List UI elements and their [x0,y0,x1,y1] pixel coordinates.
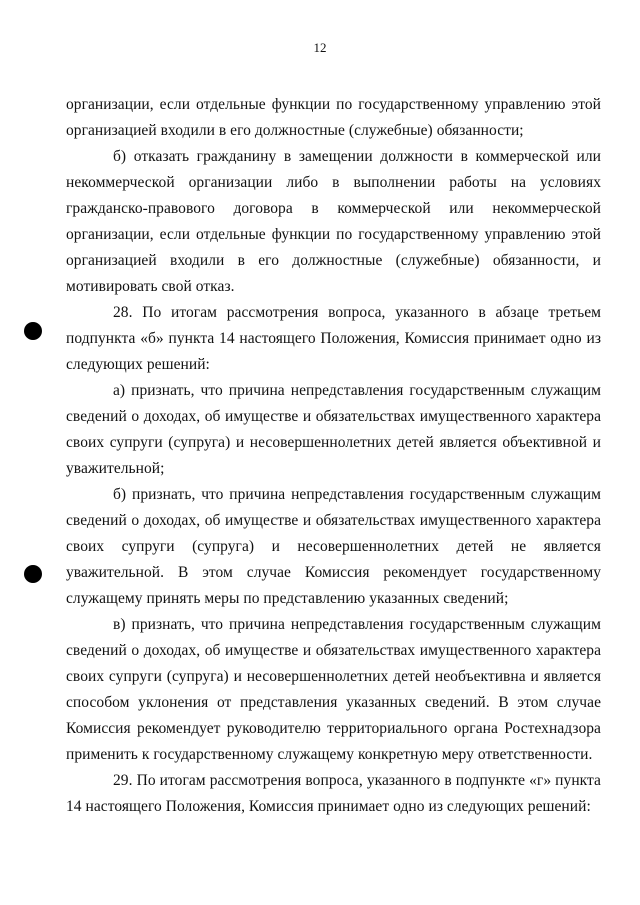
paragraph: 29. По итогам рассмотрения вопроса, указанного в подпункте «г» пункта 14 настоящего Положения, Комиссия принимает одно из следующих решений: [66,772,601,815]
punch-hole-mark [24,322,42,340]
document-body [66,92,601,820]
paragraph: в) признать, что причина непредставления государственным служащим сведений о доходах, об имуществе и обязательствах имущественного характера своих супруги (супруга) и несовершеннолетних детей необъективна и является способом уклонения от представления указанных сведений. В этом случае Комиссия рекомендует руководителю территориального органа Ростехнадзора применить к государственному служащему конкретную меру ответственности. [66,616,601,763]
paragraph: а) признать, что причина непредставления государственным служащим сведений о доходах, об имуществе и обязательствах имущественного характера своих супруги (супруга) и несовершеннолетних детей является объективной и уважительной; [66,382,601,477]
paragraph: 28. По итогам рассмотрения вопроса, указанного в абзаце третьем подпункта «б» пункта 14 настоящего Положения, Комиссия принимает одно из следующих решений: [66,304,601,373]
punch-hole-mark [24,565,42,583]
paragraph: б) признать, что причина непредставления государственным служащим сведений о доходах, об имуществе и обязательствах имущественного характера своих супруги (супруга) и несовершеннолетних детей не является уважительной. В этом случае Комиссия рекомендует государственному служащему принять меры по представлению указанных сведений; [66,486,601,607]
paragraph: б) отказать гражданину в замещении должности в коммерческой или некоммерческой организации либо в выполнении работы на условиях гражданско-правового договора в коммерческой или некоммерческой организации, если отдельные функции по государственному управлению этой организацией входили в его должностные (служебные) обязанности, и мотивировать свой отказ. [66,148,601,295]
paragraph: организации, если отдельные функции по государственному управлению этой организацией входили в его должностные (служебные) обязанности; [66,96,601,139]
page-number: 12 [313,40,327,55]
